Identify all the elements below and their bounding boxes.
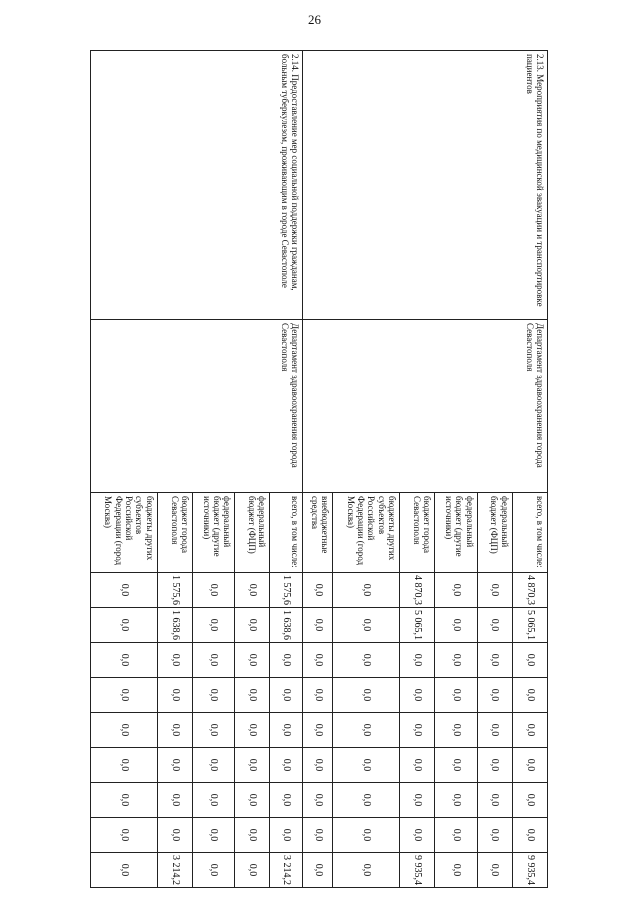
value-cell: 0,0 xyxy=(270,678,303,713)
funding-source-cell: бюджеты других субъектов Российской Федерации (город Москва) xyxy=(333,493,400,573)
value-cell: 0,0 xyxy=(192,678,234,713)
value-cell: 0,0 xyxy=(400,678,435,713)
funding-source-cell: федеральный бюджет (ФЦП) xyxy=(477,493,512,573)
value-cell: 0,0 xyxy=(303,748,333,783)
value-cell: 0,0 xyxy=(400,713,435,748)
funding-source-cell: всего, в том числе: xyxy=(512,493,547,573)
value-cell: 0,0 xyxy=(91,678,158,713)
value-cell: 0,0 xyxy=(192,643,234,678)
value-cell: 0,0 xyxy=(400,643,435,678)
value-cell: 0,0 xyxy=(303,783,333,818)
value-cell: 0,0 xyxy=(512,643,547,678)
value-cell: 0,0 xyxy=(435,643,477,678)
value-cell: 0,0 xyxy=(477,713,512,748)
value-cell: 0,0 xyxy=(192,818,234,853)
value-cell: 0,0 xyxy=(91,818,158,853)
rotated-table-container xyxy=(90,50,548,885)
value-cell: 0,0 xyxy=(333,573,400,608)
value-cell: 0,0 xyxy=(192,608,234,643)
value-cell: 0,0 xyxy=(91,573,158,608)
value-cell: 0,0 xyxy=(157,818,192,853)
value-cell: 0,0 xyxy=(333,643,400,678)
value-cell: 0,0 xyxy=(157,678,192,713)
value-cell: 0,0 xyxy=(192,783,234,818)
value-cell: 0,0 xyxy=(303,643,333,678)
funding-source-cell: федеральный бюджет (другие источники) xyxy=(192,493,234,573)
value-cell: 0,0 xyxy=(477,678,512,713)
value-cell: 0,0 xyxy=(435,818,477,853)
value-cell: 0,0 xyxy=(235,853,270,888)
value-cell: 0,0 xyxy=(477,608,512,643)
value-cell: 3 214,2 xyxy=(157,853,192,888)
value-cell: 0,0 xyxy=(477,573,512,608)
value-cell: 0,0 xyxy=(303,818,333,853)
value-cell: 0,0 xyxy=(91,783,158,818)
funding-source-cell: внебюджетные средства xyxy=(303,493,333,573)
funding-source-cell: бюджет города Севастополя xyxy=(157,493,192,573)
value-cell: 1 638,6 xyxy=(157,608,192,643)
value-cell: 0,0 xyxy=(333,853,400,888)
funding-source-cell: федеральный бюджет (другие источники) xyxy=(435,493,477,573)
value-cell: 0,0 xyxy=(333,783,400,818)
value-cell: 0,0 xyxy=(303,678,333,713)
value-cell: 0,0 xyxy=(270,713,303,748)
value-cell: 0,0 xyxy=(192,713,234,748)
value-cell: 0,0 xyxy=(303,853,333,888)
value-cell: 0,0 xyxy=(303,713,333,748)
measure-cell: 2.13. Мероприятия по медицинской эвакуации и транспортировке пациентов xyxy=(303,51,548,320)
financing-table xyxy=(90,50,548,888)
value-cell: 3 214,2 xyxy=(270,853,303,888)
value-cell: 0,0 xyxy=(435,748,477,783)
value-cell: 5 065,1 xyxy=(512,608,547,643)
page-number: 26 xyxy=(308,12,321,27)
value-cell: 9 935,4 xyxy=(400,853,435,888)
table-body xyxy=(91,51,548,888)
value-cell: 0,0 xyxy=(333,748,400,783)
value-cell: 5 065,1 xyxy=(400,608,435,643)
value-cell: 0,0 xyxy=(477,748,512,783)
value-cell: 0,0 xyxy=(512,678,547,713)
value-cell: 0,0 xyxy=(435,573,477,608)
value-cell: 0,0 xyxy=(157,783,192,818)
value-cell: 0,0 xyxy=(512,818,547,853)
table-row xyxy=(512,51,547,888)
value-cell: 0,0 xyxy=(91,643,158,678)
value-cell: 0,0 xyxy=(270,748,303,783)
value-cell: 0,0 xyxy=(435,678,477,713)
executor-cell: Департамент здравоохранения города Севастополя xyxy=(91,320,303,493)
value-cell: 0,0 xyxy=(303,573,333,608)
value-cell: 0,0 xyxy=(333,608,400,643)
table-row xyxy=(270,51,303,888)
value-cell: 0,0 xyxy=(91,853,158,888)
funding-source-cell: всего, в том числе: xyxy=(270,493,303,573)
value-cell: 0,0 xyxy=(270,643,303,678)
value-cell: 0,0 xyxy=(91,713,158,748)
value-cell: 0,0 xyxy=(512,713,547,748)
value-cell: 0,0 xyxy=(303,608,333,643)
value-cell: 0,0 xyxy=(512,748,547,783)
value-cell: 0,0 xyxy=(235,608,270,643)
value-cell: 1 575,6 xyxy=(157,573,192,608)
funding-source-cell: бюджеты других субъектов Российской Федерации (город Москва) xyxy=(91,493,158,573)
value-cell: 0,0 xyxy=(157,713,192,748)
value-cell: 0,0 xyxy=(235,783,270,818)
value-cell: 0,0 xyxy=(235,573,270,608)
funding-source-cell: бюджет города Севастополя xyxy=(400,493,435,573)
value-cell: 0,0 xyxy=(477,643,512,678)
executor-cell: Департамент здравоохранения города Севастополя xyxy=(303,320,548,493)
value-cell: 0,0 xyxy=(235,818,270,853)
value-cell: 0,0 xyxy=(477,783,512,818)
value-cell: 0,0 xyxy=(400,783,435,818)
value-cell: 0,0 xyxy=(235,748,270,783)
value-cell: 0,0 xyxy=(400,748,435,783)
value-cell: 0,0 xyxy=(192,853,234,888)
value-cell: 4 870,3 xyxy=(512,573,547,608)
value-cell: 0,0 xyxy=(157,643,192,678)
value-cell: 0,0 xyxy=(333,713,400,748)
value-cell: 0,0 xyxy=(435,608,477,643)
value-cell: 0,0 xyxy=(235,678,270,713)
value-cell: 0,0 xyxy=(333,678,400,713)
value-cell: 0,0 xyxy=(157,748,192,783)
value-cell: 0,0 xyxy=(192,748,234,783)
value-cell: 1 638,6 xyxy=(270,608,303,643)
measure-cell: 2.14. Предоставление мер социальной поддержки гражданам, больным туберкулезом, проживающим в городе Севастополе xyxy=(91,51,303,320)
value-cell: 0,0 xyxy=(435,783,477,818)
value-cell: 0,0 xyxy=(91,608,158,643)
value-cell: 0,0 xyxy=(235,713,270,748)
value-cell: 0,0 xyxy=(270,783,303,818)
value-cell: 0,0 xyxy=(270,818,303,853)
value-cell: 0,0 xyxy=(477,818,512,853)
value-cell: 0,0 xyxy=(192,573,234,608)
value-cell: 4 870,3 xyxy=(400,573,435,608)
value-cell: 0,0 xyxy=(512,783,547,818)
value-cell: 9 935,4 xyxy=(512,853,547,888)
value-cell: 0,0 xyxy=(235,643,270,678)
value-cell: 0,0 xyxy=(333,818,400,853)
value-cell: 0,0 xyxy=(435,713,477,748)
value-cell: 0,0 xyxy=(435,853,477,888)
value-cell: 1 575,6 xyxy=(270,573,303,608)
value-cell: 0,0 xyxy=(91,748,158,783)
funding-source-cell: федеральный бюджет (ФЦП) xyxy=(235,493,270,573)
value-cell: 0,0 xyxy=(477,853,512,888)
value-cell: 0,0 xyxy=(400,818,435,853)
